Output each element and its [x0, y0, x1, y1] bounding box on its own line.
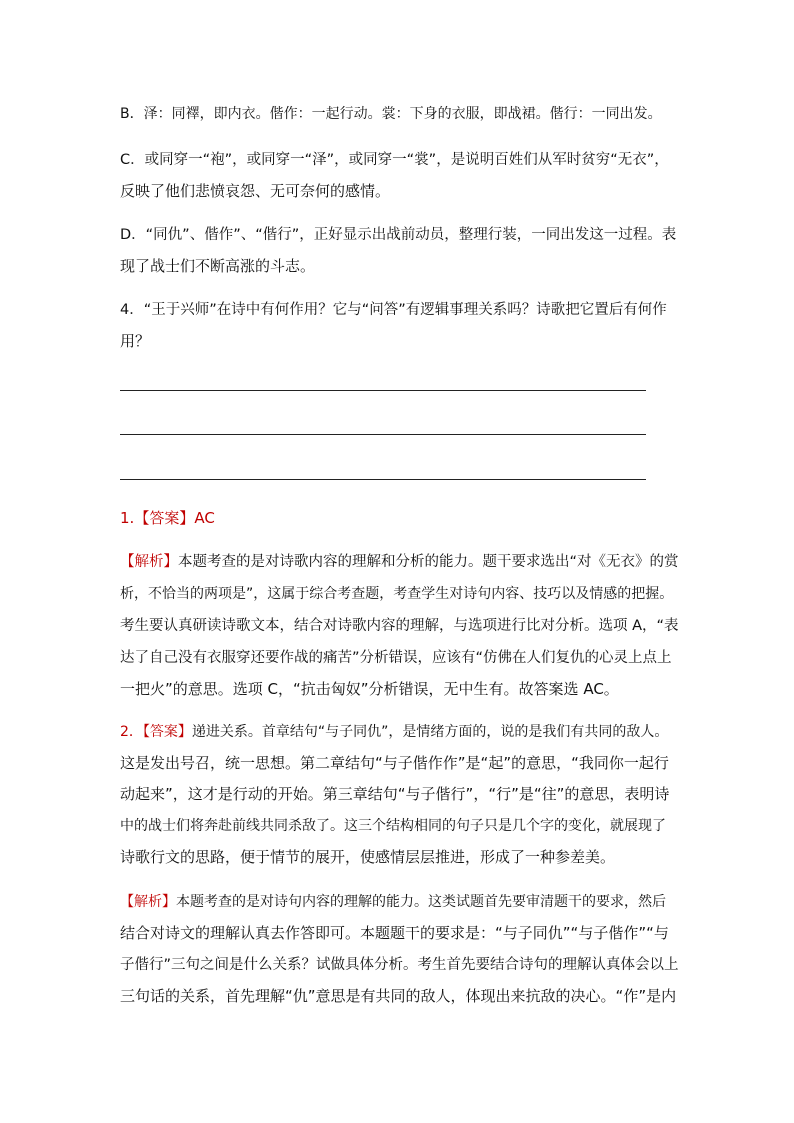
answer-2-line-4: 中的战士们将奔赴前线共同杀敌了。这三个结构相同的句子只是几个字的变化，就展现了 [120, 818, 666, 834]
analysis-1-tag: 【解析】 [120, 554, 178, 570]
answer-2-line-2: 这是发出号召，统一思想。第二章结句“与子偕作作”是“起”的意思，“我同你一起行 [120, 754, 669, 772]
option-b-text: B．泽：同襗，即内衣。偕作：一起行动。裳：下身的衣服，即战裙。偕行：一同出发。 [120, 106, 662, 122]
option-c-line-1: C．或同穿一“袍”，或同穿一“泽”，或同穿一“裳”，是说明百姓们从军时贫穷“无衣”， [120, 152, 669, 168]
answer-2-tag: 【答案】 [142, 724, 192, 740]
answer-blank-line-1[interactable] [120, 390, 646, 391]
answer-1 [120, 503, 680, 534]
analysis-2-tag: 【解析】 [120, 894, 176, 910]
option-b [120, 98, 680, 130]
analysis-2-line-3: 子偕行”三句之间是什么关系？试做具体分析。考生首先要结合诗句的理解认真体会以上 [120, 957, 679, 973]
analysis-1 [120, 546, 680, 705]
answer-blank-line-2[interactable] [120, 434, 646, 435]
option-c [120, 144, 680, 207]
answer-1-tag: 【答案】 [134, 509, 195, 527]
option-c-line-2: 反映了他们悲愤哀怨、无可奈何的感情。 [120, 182, 391, 200]
question-4-line-2: 用？ [120, 332, 151, 350]
answer-1-number: 1. [120, 509, 135, 527]
option-d-line-1: D．“同仇”、偕作”、“偕行”，正好显示出战前动员，整理行装，一同出发这一过程。表 [120, 227, 677, 243]
answer-2-line-1: 递进关系。首章结句“与子同仇”，是情绪方面的，说的是我们有共同的敌人。 [191, 724, 669, 740]
analysis-2-line-4: 三句话的关系，首先理解“仇”意思是有共同的敌人，体现出来抗敌的决心。“作”是内 [120, 987, 677, 1005]
analysis-1-line-1: 本题考查的是对诗歌内容的理解和分析的能力。题干要求选出“对《无衣》的赏 [178, 554, 679, 570]
answer-2-line-3: 动起来”，这才是行动的开始。第三章结句“与子偕行”，“行”是“往”的意思，表明诗 [120, 785, 670, 803]
answer-2-line-5: 诗歌行文的思路，便于情节的展开，使感情层层推进，形成了一种参差美。 [120, 848, 616, 866]
question-4-line-1: 4．“王于兴师”在诗中有何作用？它与“问答”有逻辑事理关系吗？诗歌把它置后有何作 [120, 302, 667, 318]
answer-1-value: AC [194, 509, 215, 527]
analysis-2-line-2: 结合对诗文的理解认真去作答即可。本题题干的要求是：“与子同仇”“与子偕作”“与 [120, 924, 669, 942]
analysis-2-line-1: 本题考查的是对诗句内容的理解的能力。这类试题首先要审清题干的要求，然后 [176, 894, 666, 910]
answer-2 [120, 716, 680, 873]
answer-2-number: 2． [120, 724, 143, 740]
analysis-1-line-3: 考生要认真研读诗歌文本，结合对诗歌内容的理解，与选项进行比对分析。选项 A，“表 [120, 618, 679, 634]
analysis-1-line-4: 达了自己没有衣服穿还要作战的痛苦”分析错误，应该有“仿佛在人们复仇的心灵上点上 [120, 650, 672, 666]
analysis-2 [120, 886, 680, 1012]
question-4 [120, 294, 680, 357]
analysis-1-line-5: 一把火”的意思。选项 C，“抗击匈奴”分析错误，无中生有。故答案选 AC。 [120, 680, 619, 698]
option-d-line-2: 现了战士们不断高涨的斗志。 [120, 257, 316, 275]
analysis-1-line-2: 析，不恰当的两项是”，这属于综合考查题，考查学生对诗句内容、技巧以及情感的把握。 [120, 586, 674, 602]
answer-blank-line-3[interactable] [120, 479, 646, 480]
option-d [120, 219, 680, 282]
